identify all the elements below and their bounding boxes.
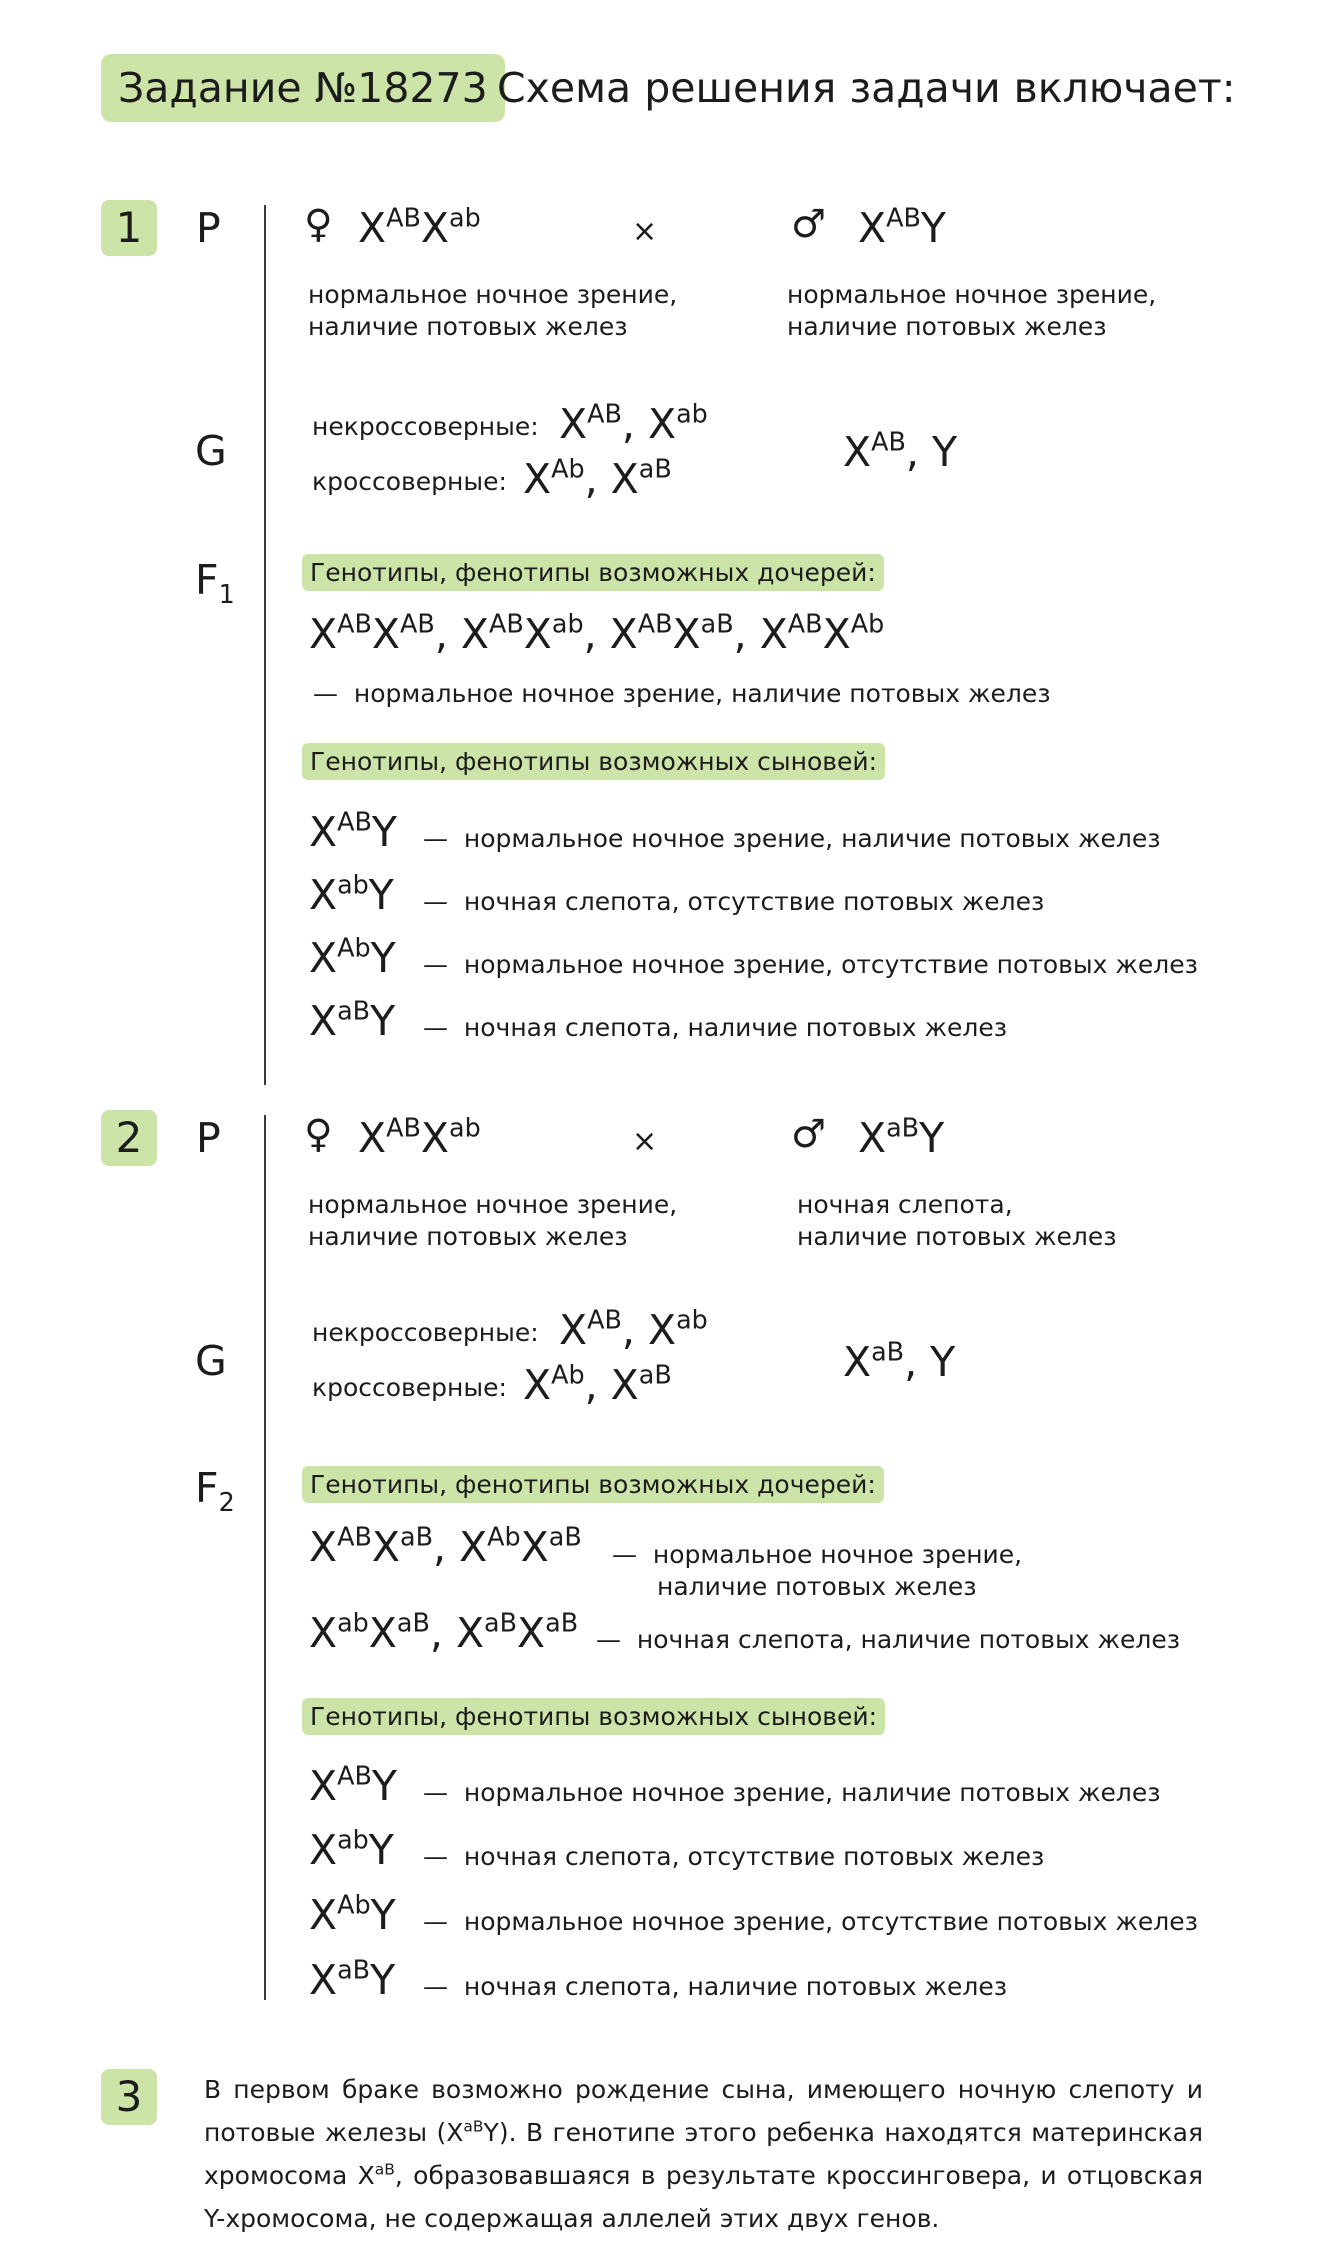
crossover-gametes: $X^{Ab}$, $X^{aB}$: [523, 453, 672, 503]
son-2-3-phenotype: — нормальное ночное зрение, отсутствие потовых желез: [423, 1907, 1198, 1936]
mother-phenotype-2-line-1: нормальное ночное зрение,: [308, 1190, 678, 1219]
son-4-phenotype: — ночная слепота, наличие потовых желез: [423, 1013, 1007, 1042]
male-symbol-2: ♂: [791, 1112, 826, 1157]
page-title: Схема решения задачи включает:: [497, 64, 1236, 112]
father-phenotype-2-line-1: ночная слепота,: [797, 1190, 1013, 1219]
crossover-label-2: кроссоверные:: [312, 1373, 507, 1402]
crossover-label: кроссоверные:: [312, 467, 507, 496]
daughters-header-2: Генотипы, фенотипы возможных дочерей:: [302, 1466, 884, 1503]
son-2-3-genotype: $X^{Ab}Y$: [309, 1889, 396, 1939]
son-2-1-genotype: $X^{AB}Y$: [309, 1760, 397, 1810]
mother-genotype-2: $X^{AB}X^{ab}$: [358, 1112, 481, 1162]
mother-phenotype-2-line-2: наличие потовых желез: [308, 1222, 628, 1251]
daughters-header: Генотипы, фенотипы возможных дочерей:: [302, 554, 884, 591]
daughters-phenotype-2a: — нормальное ночное зрение,: [612, 1540, 1023, 1569]
female-symbol: ♀: [304, 202, 333, 247]
son-2-phenotype: — ночная слепота, отсутствие потовых желез: [423, 887, 1045, 916]
step-2-badge: 2: [101, 1110, 157, 1166]
crossover-gametes-2: $X^{Ab}$, $X^{aB}$: [523, 1359, 672, 1409]
son-2-2-genotype: $X^{ab}Y$: [309, 1824, 394, 1874]
label-F1: $F_1$: [195, 556, 235, 609]
son-1-genotype: $X^{AB}Y$: [309, 806, 397, 856]
daughters-phenotype-2b: — ночная слепота, наличие потовых желез: [596, 1625, 1180, 1654]
father-phenotype-line-1: нормальное ночное зрение,: [787, 280, 1157, 309]
father-gametes-2: $X^{aB}$, Y: [843, 1336, 956, 1386]
female-symbol-2: ♀: [304, 1112, 333, 1157]
label-P-2: P: [196, 1114, 221, 1162]
daughters-genotypes: $X^{AB}X^{AB}$, $X^{AB}X^{ab}$, $X^{AB}X^{aB}$, $X^{AB}X^{Ab}$: [309, 608, 885, 658]
son-3-genotype: $X^{Ab}Y$: [309, 932, 396, 982]
father-genotype: $X^{AB}Y$: [858, 202, 946, 252]
daughters-genotypes-2a: $X^{AB}X^{aB}$, $X^{Ab}X^{aB}$: [309, 1521, 582, 1571]
son-2-genotype: $X^{ab}Y$: [309, 869, 394, 919]
noncrossover-gametes-2: $X^{AB}$, $X^{ab}$: [559, 1304, 708, 1354]
son-2-2-phenotype: — ночная слепота, отсутствие потовых желез: [423, 1842, 1045, 1871]
label-G-2: G: [195, 1337, 227, 1385]
father-phenotype-line-2: наличие потовых желез: [787, 312, 1107, 341]
daughters-phenotype: — нормальное ночное зрение, наличие потовых желез: [313, 679, 1051, 708]
son-4-genotype: $X^{aB}Y$: [309, 995, 396, 1045]
mother-phenotype-line-1: нормальное ночное зрение,: [308, 280, 678, 309]
son-2-1-phenotype: — нормальное ночное зрение, наличие потовых желез: [423, 1778, 1161, 1807]
daughters-genotypes-2b: $X^{ab}X^{aB}$, $X^{aB}X^{aB}$: [309, 1607, 579, 1657]
section-1-divider: [264, 205, 266, 1085]
father-phenotype-2-line-2: наличие потовых желез: [797, 1222, 1117, 1251]
noncrossover-label: некроссоверные:: [312, 412, 539, 441]
label-F2: $F_2$: [195, 1464, 235, 1517]
noncrossover-label-2: некроссоверные:: [312, 1318, 539, 1347]
section-2-divider: [264, 1115, 266, 2000]
sons-header-2: Генотипы, фенотипы возможных сыновей:: [302, 1698, 885, 1735]
label-P: P: [196, 204, 221, 252]
step-3-badge: 3: [101, 2069, 157, 2125]
daughters-phenotype-2a-line-2: наличие потовых желез: [657, 1572, 977, 1601]
son-3-phenotype: — нормальное ночное зрение, отсутствие потовых желез: [423, 950, 1198, 979]
father-gametes: $X^{AB}$, Y: [843, 426, 958, 476]
father-genotype-2: $X^{aB}Y$: [858, 1112, 945, 1162]
cross-symbol-2: ×: [632, 1124, 658, 1159]
noncrossover-gametes: $X^{AB}$, $X^{ab}$: [559, 398, 708, 448]
mother-genotype: $X^{AB}X^{ab}$: [358, 202, 481, 252]
sons-header: Генотипы, фенотипы возможных сыновей:: [302, 743, 885, 780]
step-1-badge: 1: [101, 200, 157, 256]
conclusion-paragraph: В первом браке возможно рождение сына, имеющего ночную слепоту и потовые железы $(X^{aB}Y)$. В генотипе этого ребенка находятся материнская хромосома $X^{aB}$, образовавшаяся в результате кроссинговера, и отцовская Y-хромосома, не содержащая аллелей этих двух генов.: [204, 2075, 1203, 2233]
son-1-phenotype: — нормальное ночное зрение, наличие потовых желез: [423, 824, 1161, 853]
son-2-4-phenotype: — ночная слепота, наличие потовых желез: [423, 1972, 1007, 2001]
son-2-4-genotype: $X^{aB}Y$: [309, 1954, 396, 2004]
label-G: G: [195, 427, 227, 475]
male-symbol: ♂: [791, 202, 826, 247]
mother-phenotype-line-2: наличие потовых желез: [308, 312, 628, 341]
cross-symbol: ×: [632, 214, 658, 249]
task-number-badge: Задание №18273: [101, 54, 505, 122]
